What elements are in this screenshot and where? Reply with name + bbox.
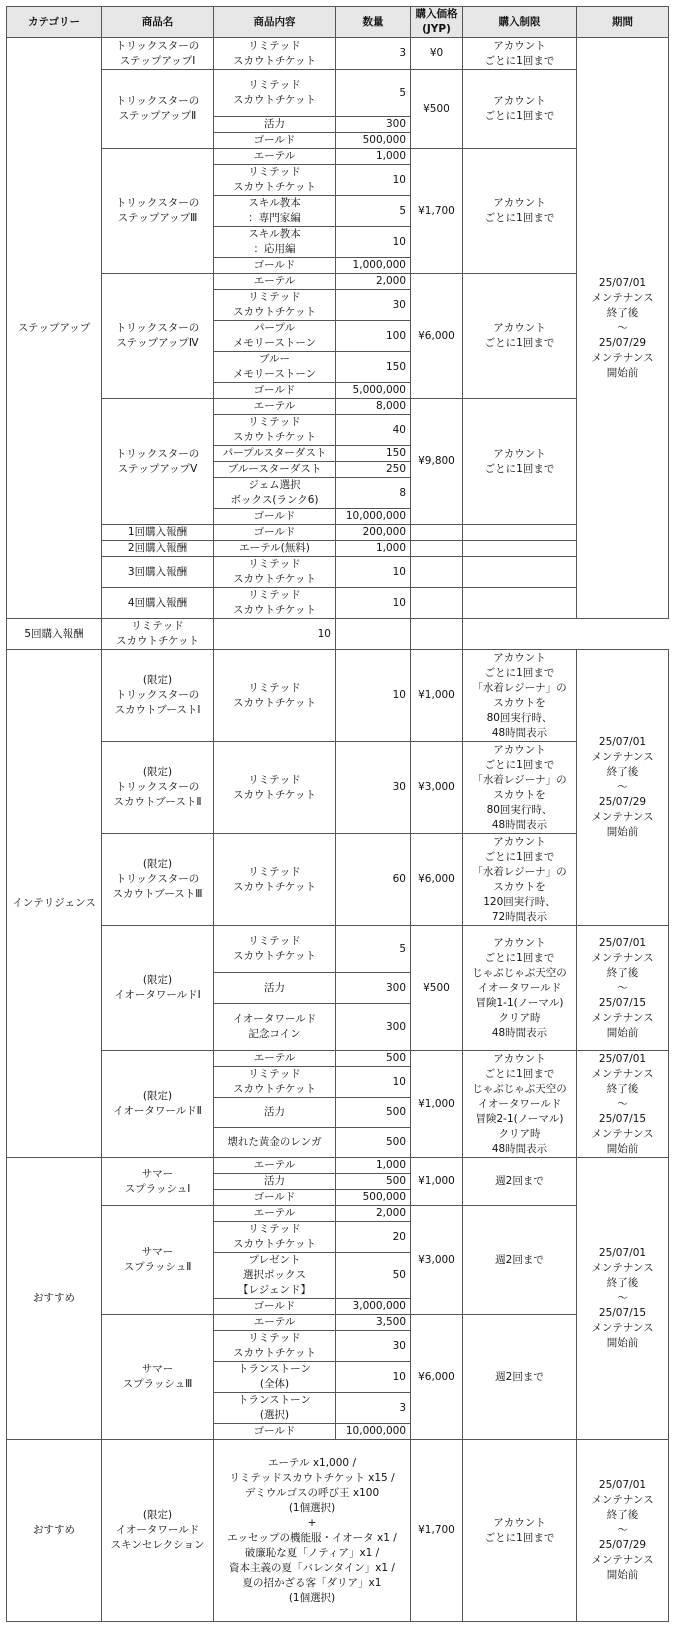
table-cell xyxy=(411,588,463,619)
quantity-cell: 50 xyxy=(336,1253,411,1299)
table-cell: 25/07/01 メンテナンス 終了後 ～ 25/07/29 メンテナンス 開始前 xyxy=(577,650,669,926)
table-cell: 5回購入報酬 xyxy=(7,619,102,650)
table-cell: (限定) イオータワールドⅠ xyxy=(102,926,214,1051)
quantity-cell: 10 xyxy=(336,557,411,588)
column-header: 商品内容 xyxy=(214,7,336,38)
quantity-cell: 300 xyxy=(336,1004,411,1051)
table-cell: イオータワールド 記念コイン xyxy=(214,1004,336,1051)
table-cell: リミテッド スカウトチケット xyxy=(214,588,336,619)
table-row xyxy=(7,274,669,290)
table-cell: エーテル xyxy=(214,149,336,165)
quantity-cell: 200,000 xyxy=(336,525,411,541)
table-cell: パープル メモリーストーン xyxy=(214,321,336,352)
table-row xyxy=(7,70,669,117)
table-cell: トリックスターの ステップアップⅤ xyxy=(102,399,214,525)
table-cell xyxy=(336,619,411,650)
table-cell: アカウント ごとに1回まで xyxy=(463,1440,577,1622)
table-cell: ブルー メモリーストーン xyxy=(214,352,336,383)
quantity-cell: 150 xyxy=(336,446,411,462)
table-cell xyxy=(411,541,463,557)
table-cell: (限定) イオータワールドⅡ xyxy=(102,1051,214,1158)
table-cell: リミテッド スカウトチケット xyxy=(214,926,336,973)
quantity-cell: 500 xyxy=(336,1051,411,1067)
table-cell: ゴールド xyxy=(214,258,336,274)
table-cell: アカウント ごとに1回まで じゃぶじゃぶ天空の イオータワールド 冒険1-1(ノーマル) クリア時 48時間表示 xyxy=(463,926,577,1051)
table-cell: トランストーン (選択) xyxy=(214,1393,336,1424)
table-row xyxy=(7,619,669,650)
table-cell: ゴールド xyxy=(214,509,336,525)
quantity-cell: 300 xyxy=(336,973,411,1004)
table-cell: ゴールド xyxy=(214,1424,336,1440)
table-row xyxy=(7,588,669,619)
quantity-cell: 8,000 xyxy=(336,399,411,415)
table-cell: ¥0 xyxy=(411,38,463,70)
table-row xyxy=(7,1315,669,1331)
quantity-cell: 30 xyxy=(336,1331,411,1362)
table-cell: アカウント ごとに1回まで xyxy=(463,38,577,70)
table-cell: 25/07/01 メンテナンス 終了後 ～ 25/07/15 メンテナンス 開始前 xyxy=(577,926,669,1051)
column-header: 数量 xyxy=(336,7,411,38)
quantity-cell: 20 xyxy=(336,1222,411,1253)
quantity-cell: 30 xyxy=(336,742,411,834)
column-header: 期間 xyxy=(577,7,669,38)
quantity-cell: 10 xyxy=(336,588,411,619)
column-header: カテゴリー xyxy=(7,7,102,38)
quantity-cell: 10,000,000 xyxy=(336,509,411,525)
table-cell: サマー スプラッシュⅢ xyxy=(102,1315,214,1440)
quantity-cell: 2,000 xyxy=(336,1206,411,1222)
quantity-cell: 10 xyxy=(336,1362,411,1393)
table-cell: (限定) トリックスターの スカウトブーストⅢ xyxy=(102,834,214,926)
table-cell: 活力 xyxy=(214,973,336,1004)
table-cell: ¥1,000 xyxy=(411,1158,463,1206)
table-cell: 25/07/01 メンテナンス 終了後 ～ 25/07/15 メンテナンス 開始前 xyxy=(577,1158,669,1440)
table-row xyxy=(7,399,669,415)
quantity-cell: 40 xyxy=(336,415,411,446)
table-cell: エーテル(無料) xyxy=(214,541,336,557)
table-row xyxy=(7,557,669,588)
column-header: 購入制限 xyxy=(463,7,577,38)
quantity-cell: 10,000,000 xyxy=(336,1424,411,1440)
product-table xyxy=(6,6,669,1622)
table-cell: リミテッド スカウトチケット xyxy=(214,70,336,117)
table-row xyxy=(7,1440,669,1622)
table-cell: ゴールド xyxy=(214,1190,336,1206)
table-cell: アカウント ごとに1回まで xyxy=(463,399,577,525)
table-cell: アカウント ごとに1回まで 「水着レジーナ」の スカウトを 80回実行時、 48時間表示 xyxy=(463,742,577,834)
table-cell: 2回購入報酬 xyxy=(102,541,214,557)
table-cell: ¥1,000 xyxy=(411,1051,463,1158)
table-cell: ゴールド xyxy=(214,1299,336,1315)
table-cell: スキル教本 ：応用編 xyxy=(214,227,336,258)
quantity-cell: 3 xyxy=(336,38,411,70)
table-cell: ¥3,000 xyxy=(411,1206,463,1315)
table-cell: 活力 xyxy=(214,117,336,133)
table-cell: サマー スプラッシュⅡ xyxy=(102,1206,214,1315)
table-row xyxy=(7,1158,669,1174)
table-cell: アカウント ごとに1回まで 「水着レジーナ」の スカウトを 120回実行時、 72時間表示 xyxy=(463,834,577,926)
table-row xyxy=(7,525,669,541)
table-cell xyxy=(463,588,577,619)
table-cell: エーテル xyxy=(214,399,336,415)
table-cell: ¥500 xyxy=(411,70,463,149)
table-cell: (限定) トリックスターの スカウトブーストⅡ xyxy=(102,742,214,834)
table-cell: トリックスターの ステップアップⅣ xyxy=(102,274,214,399)
table-cell xyxy=(463,525,577,541)
table-cell: リミテッド スカウトチケット xyxy=(214,650,336,742)
table-cell: エーテル xyxy=(214,274,336,290)
table-cell: インテリジェンス xyxy=(7,650,102,1158)
quantity-cell: 5 xyxy=(336,196,411,227)
table-cell: 4回購入報酬 xyxy=(102,588,214,619)
quantity-cell: 1,000 xyxy=(336,1158,411,1174)
table-cell: ゴールド xyxy=(214,133,336,149)
table-cell xyxy=(411,557,463,588)
table-cell: 25/07/01 メンテナンス 終了後 ～ 25/07/29 メンテナンス 開始前 xyxy=(577,1440,669,1622)
quantity-cell: 500 xyxy=(336,1128,411,1158)
quantity-cell: 500,000 xyxy=(336,1190,411,1206)
table-cell: トリックスターの ステップアップⅢ xyxy=(102,149,214,274)
table-cell: ¥3,000 xyxy=(411,742,463,834)
table-cell: おすすめ xyxy=(7,1158,102,1440)
quantity-cell: 5 xyxy=(336,926,411,973)
quantity-cell: 500 xyxy=(336,1098,411,1128)
table-cell: ゴールド xyxy=(214,383,336,399)
table-cell: 壊れた黄金のレンガ xyxy=(214,1128,336,1158)
table-row xyxy=(7,38,669,70)
table-cell: リミテッド スカウトチケット xyxy=(214,290,336,321)
table-cell: 25/07/01 メンテナンス 終了後 ～ 25/07/15 メンテナンス 開始前 xyxy=(577,1051,669,1158)
table-cell: ¥6,000 xyxy=(411,834,463,926)
table-cell: 1回購入報酬 xyxy=(102,525,214,541)
quantity-cell: 30 xyxy=(336,290,411,321)
quantity-cell: 250 xyxy=(336,462,411,478)
quantity-cell: 150 xyxy=(336,352,411,383)
table-cell: スキル教本 ：専門家編 xyxy=(214,196,336,227)
table-row xyxy=(7,1051,669,1067)
table-cell: エーテル xyxy=(214,1315,336,1331)
table-row xyxy=(7,149,669,165)
table-cell: トリックスターの ステップアップⅡ xyxy=(102,70,214,149)
table-cell: リミテッド スカウトチケット xyxy=(102,619,214,650)
table-row xyxy=(7,742,669,834)
table-cell: ゴールド xyxy=(214,525,336,541)
quantity-cell: 300 xyxy=(336,117,411,133)
table-cell: エーテル xyxy=(214,1206,336,1222)
table-cell: パープルスターダスト xyxy=(214,446,336,462)
table-cell: アカウント ごとに1回まで じゃぶじゃぶ天空の イオータワールド 冒険2-1(ノーマル) クリア時 48時間表示 xyxy=(463,1051,577,1158)
table-cell: リミテッド スカウトチケット xyxy=(214,1331,336,1362)
quantity-cell: 1,000 xyxy=(336,541,411,557)
table-cell: アカウント ごとに1回まで xyxy=(463,70,577,149)
table-cell: ¥1,700 xyxy=(411,1440,463,1622)
table-cell xyxy=(411,619,463,650)
table-cell: リミテッド スカウトチケット xyxy=(214,1222,336,1253)
quantity-cell: 10 xyxy=(214,619,336,650)
quantity-cell: 1,000,000 xyxy=(336,258,411,274)
table-cell: リミテッド スカウトチケット xyxy=(214,1067,336,1098)
quantity-cell: 5 xyxy=(336,70,411,117)
quantity-cell: 10 xyxy=(336,650,411,742)
quantity-cell: 10 xyxy=(336,227,411,258)
table-cell: エーテル xyxy=(214,1158,336,1174)
quantity-cell: 500 xyxy=(336,1174,411,1190)
table-cell: ¥6,000 xyxy=(411,1315,463,1440)
table-cell xyxy=(463,557,577,588)
quantity-cell: 5,000,000 xyxy=(336,383,411,399)
table-cell: リミテッド スカウトチケット xyxy=(214,557,336,588)
quantity-cell: 3 xyxy=(336,1393,411,1424)
table-cell: プレゼント 選択ボックス 【レジェンド】 xyxy=(214,1253,336,1299)
table-cell: ジェム選択 ボックス(ランク6) xyxy=(214,478,336,509)
table-cell: 活力 xyxy=(214,1098,336,1128)
table-cell: サマー スプラッシュⅠ xyxy=(102,1158,214,1206)
table-cell: おすすめ xyxy=(7,1440,102,1622)
header-row xyxy=(7,7,669,38)
table-cell: ¥1,000 xyxy=(411,650,463,742)
table-cell: 週2回まで xyxy=(463,1158,577,1206)
table-cell: 3回購入報酬 xyxy=(102,557,214,588)
table-cell: アカウント ごとに1回まで xyxy=(463,274,577,399)
quantity-cell: 8 xyxy=(336,478,411,509)
table-cell: アカウント ごとに1回まで xyxy=(463,149,577,274)
table-cell: リミテッド スカウトチケット xyxy=(214,834,336,926)
quantity-cell: 1,000 xyxy=(336,149,411,165)
table-cell: 週2回まで xyxy=(463,1315,577,1440)
table-cell: トランストーン (全体) xyxy=(214,1362,336,1393)
table-row xyxy=(7,1206,669,1222)
quantity-cell: 3,000,000 xyxy=(336,1299,411,1315)
table-cell: ¥6,000 xyxy=(411,274,463,399)
table-cell: リミテッド スカウトチケット xyxy=(214,38,336,70)
table-cell: ステップアップ xyxy=(7,38,102,619)
table-cell: ¥500 xyxy=(411,926,463,1051)
table-cell: トリックスターの ステップアップⅠ xyxy=(102,38,214,70)
table-cell: リミテッド スカウトチケット xyxy=(214,415,336,446)
column-header: 商品名 xyxy=(102,7,214,38)
table-cell: エーテル x1,000 / リミテッドスカウトチケット x15 / デミウルゴスの呼び王 x100 (1個選択) + エッセップの機能服・イオータ x1 / 破廉恥な夏「ノティア」x1 / 資本主義の夏「バレンタイン」x1 / 夏の招かざる客「ダリア」x1 (1個選択) xyxy=(214,1440,411,1622)
quantity-cell: 2,000 xyxy=(336,274,411,290)
table-cell: (限定) イオータワールド スキンセレクション xyxy=(102,1440,214,1622)
table-cell: (限定) トリックスターの スカウトブーストⅠ xyxy=(102,650,214,742)
table-row xyxy=(7,650,669,742)
column-header: 購入価格 (JYP) xyxy=(411,7,463,38)
table-cell: ¥9,800 xyxy=(411,399,463,525)
table-cell: リミテッド スカウトチケット xyxy=(214,165,336,196)
table-row xyxy=(7,541,669,557)
table-row xyxy=(7,926,669,973)
table-cell: 週2回まで xyxy=(463,1206,577,1315)
quantity-cell: 100 xyxy=(336,321,411,352)
quantity-cell: 3,500 xyxy=(336,1315,411,1331)
table-cell: エーテル xyxy=(214,1051,336,1067)
table-cell: 活力 xyxy=(214,1174,336,1190)
table-row xyxy=(7,834,669,926)
table-cell xyxy=(411,525,463,541)
table-cell: ¥1,700 xyxy=(411,149,463,274)
quantity-cell: 60 xyxy=(336,834,411,926)
quantity-cell: 10 xyxy=(336,165,411,196)
table-cell: リミテッド スカウトチケット xyxy=(214,742,336,834)
table-cell: 25/07/01 メンテナンス 終了後 ～ 25/07/29 メンテナンス 開始前 xyxy=(577,38,669,619)
quantity-cell: 10 xyxy=(336,1067,411,1098)
quantity-cell: 500,000 xyxy=(336,133,411,149)
table-cell: ブルースターダスト xyxy=(214,462,336,478)
table-cell: アカウント ごとに1回まで 「水着レジーナ」の スカウトを 80回実行時、 48時間表示 xyxy=(463,650,577,742)
table-cell xyxy=(463,541,577,557)
